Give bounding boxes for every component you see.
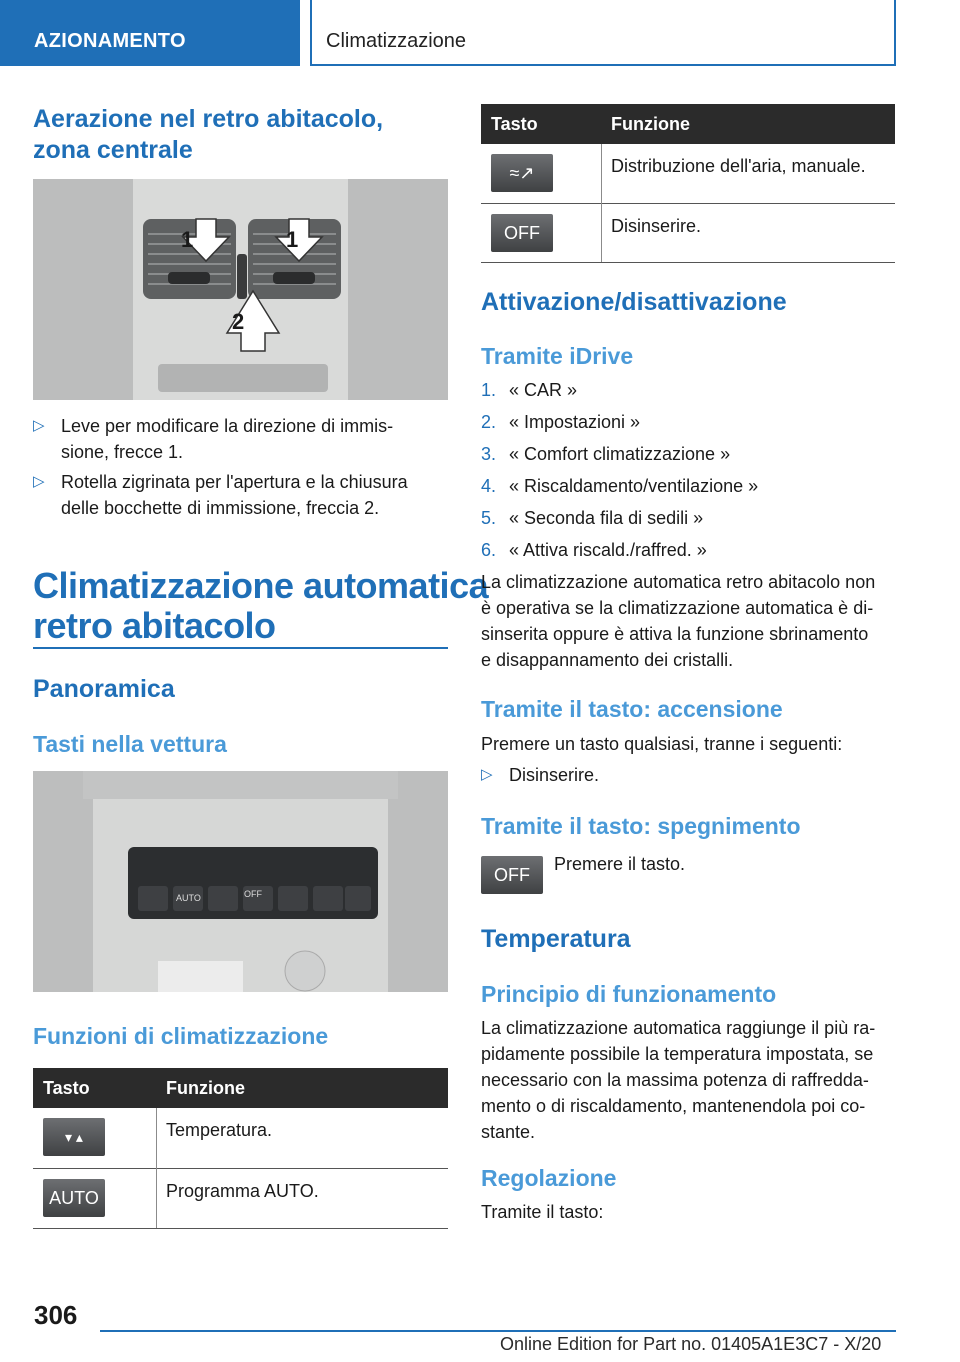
table-cell-func: Distribuzione dell'aria, manuale.	[601, 144, 895, 203]
rear-vents-photo	[33, 179, 448, 400]
control-panel-illustration	[33, 771, 448, 992]
off-key-icon: OFF	[491, 214, 553, 252]
temperatura-heading: Temperatura	[481, 925, 631, 953]
paragraph-line: pidamente possibile la temperatura impostata, se	[481, 1044, 874, 1064]
air-distribution-key-icon: ≈↗	[491, 154, 553, 192]
table-row	[33, 1108, 448, 1168]
bullet-item	[33, 413, 448, 465]
paragraph-idrive-note	[481, 569, 896, 673]
tasti-heading: Tasti nella vettura	[33, 731, 227, 757]
arrow-label-1b: 1	[286, 227, 299, 252]
paragraph-principio	[481, 1015, 896, 1145]
bullet-line: delle bocchette di immissione, freccia 2.	[61, 498, 380, 518]
column-header-tasto: Tasto	[481, 104, 601, 144]
arrow-label-1a: 1	[181, 227, 194, 252]
section-title: AZIONAMENTO	[34, 30, 186, 52]
paragraph-line: è operativa se la climatizzazione automatica è di-	[481, 598, 874, 618]
heading-line: zona centrale	[33, 136, 193, 164]
table-row	[33, 1168, 448, 1228]
paragraph-line: sinserita oppure è attiva la funzione sbrinamento	[481, 624, 869, 644]
footer-rule	[100, 1330, 896, 1332]
table-cell-key	[481, 144, 601, 203]
accensione-heading: Tramite il tasto: accensione	[481, 696, 783, 722]
step-label: « Seconda fila di sedili »	[509, 508, 704, 528]
spegnimento-text: Premere il tasto.	[554, 854, 686, 874]
bullet-line: sione, frecce 1.	[61, 442, 184, 462]
table-header-row	[481, 104, 895, 144]
bullet-item	[33, 469, 448, 521]
activation-heading: Attivazione/disattivazione	[481, 288, 787, 316]
table-cell-key	[481, 203, 601, 262]
triangle-bullet-icon: ▷	[481, 766, 493, 783]
heading-line: retro abitacolo	[33, 605, 276, 646]
table-divider	[156, 1108, 157, 1228]
bullet-text	[61, 413, 393, 465]
column-header-tasto: Tasto	[33, 1068, 156, 1108]
chapter-title: Climatizzazione	[326, 30, 467, 52]
accensione-text: Premere un tasto qualsiasi, tranne i seguenti:	[481, 734, 843, 754]
heading-line: Climatizzazione automatica	[33, 565, 489, 606]
paragraph-line: e disappannamento dei cristalli.	[481, 650, 734, 670]
bullet-line: Rotella zigrinata per l'apertura e la chiusura	[61, 472, 408, 492]
table-cell-func: Programma AUTO.	[156, 1168, 448, 1228]
triangle-bullet-icon: ▷	[33, 473, 45, 490]
section-heading-aerazione	[33, 104, 383, 166]
column-header-funzione: Funzione	[601, 104, 895, 144]
bullet-item	[481, 762, 781, 788]
main-heading	[33, 566, 488, 646]
spegnimento-heading: Tramite il tasto: spegnimento	[481, 813, 801, 839]
table-cell-key	[33, 1168, 156, 1228]
step-number: 5.	[481, 508, 497, 528]
table-cell-key	[33, 1108, 156, 1168]
table-cell-func: Disinserire.	[601, 203, 895, 262]
auto-key-icon: AUTO	[43, 1179, 105, 1217]
table-divider	[601, 144, 602, 262]
step-number: 1.	[481, 380, 497, 400]
off-key-label: OFF	[244, 889, 262, 899]
regolazione-heading: Regolazione	[481, 1165, 617, 1191]
bullet-text	[61, 469, 408, 521]
step-label: « Riscaldamento/ventilazione »	[509, 476, 759, 496]
section-tab	[0, 0, 300, 66]
temperature-key-icon: ▾ ▴	[43, 1118, 105, 1156]
auto-key-label: AUTO	[176, 893, 201, 903]
paragraph-line: La climatizzazione automatica raggiunge il più ra-	[481, 1018, 876, 1038]
principio-heading: Principio di funzionamento	[481, 981, 777, 1007]
triangle-bullet-icon: ▷	[33, 417, 45, 434]
paragraph-line: mento o di riscaldamento, mantenendola poi co-	[481, 1096, 866, 1116]
idrive-heading: Tramite iDrive	[481, 343, 634, 369]
funzioni-heading: Funzioni di climatizzazione	[33, 1023, 329, 1049]
paragraph-line: La climatizzazione automatica retro abitacolo non	[481, 572, 876, 592]
footer-edition: Online Edition for Part no. 01405A1E3C7 - X/20	[500, 1334, 882, 1354]
step-label: « CAR »	[509, 380, 578, 400]
off-key-icon: OFF	[481, 856, 543, 894]
column-header-funzione: Funzione	[156, 1068, 448, 1108]
step-number: 4.	[481, 476, 497, 496]
paragraph-line: stante.	[481, 1122, 536, 1142]
arrow-label-2: 2	[232, 309, 245, 334]
panoramica-heading: Panoramica	[33, 675, 175, 703]
bullet-line: Leve per modificare la direzione di immis-	[61, 416, 394, 436]
table-header-row	[33, 1068, 448, 1108]
heading-line: Aerazione nel retro abitacolo,	[33, 105, 384, 133]
regolazione-text: Tramite il tasto:	[481, 1202, 604, 1222]
page-number: 306	[34, 1300, 78, 1330]
table-row	[481, 144, 895, 203]
rear-vents-illustration	[33, 179, 448, 400]
step-number: 2.	[481, 412, 497, 432]
control-panel-photo	[33, 771, 448, 992]
chapter-tab	[310, 0, 896, 66]
step-label: « Comfort climatizzazione »	[509, 444, 731, 464]
table-cell-func: Temperatura.	[156, 1108, 448, 1168]
bullet-text: Disinserire.	[509, 765, 600, 785]
step-number: 3.	[481, 444, 497, 464]
functions-table-left	[33, 1068, 448, 1229]
heading-rule	[33, 647, 448, 649]
step-number: 6.	[481, 540, 497, 560]
table-row	[481, 203, 895, 262]
functions-table-right	[481, 104, 895, 263]
step-label: « Impostazioni »	[509, 412, 641, 432]
paragraph-line: necessario con la massima potenza di raffredda-	[481, 1070, 869, 1090]
step-label: « Attiva riscald./raffred. »	[509, 540, 707, 560]
